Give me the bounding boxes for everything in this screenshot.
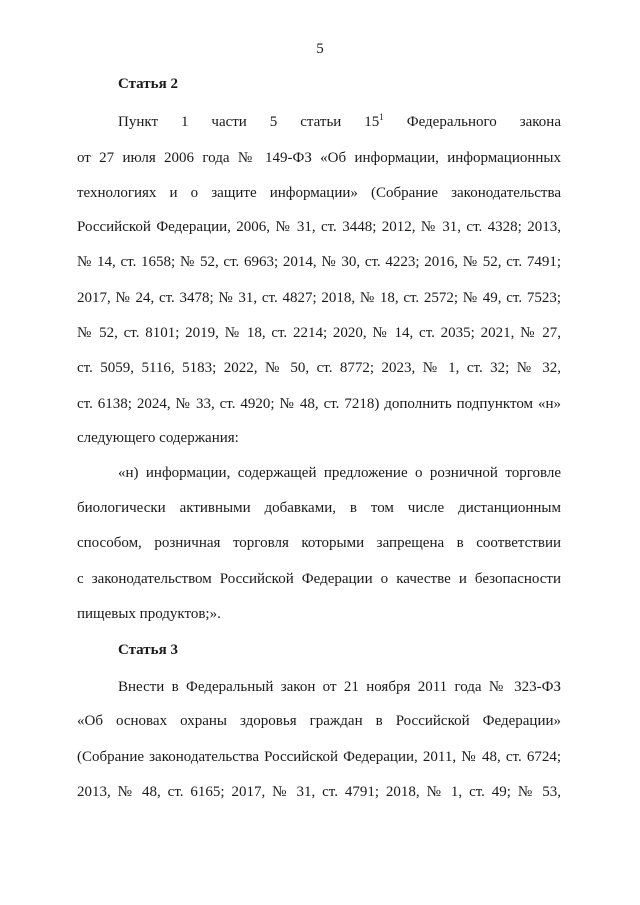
article-2-line: ст. 6138; 2024, № 33, ст. 4920; № 48, ст. 7218) дополнить подпунктом «н» (77, 396, 561, 412)
article-2-line: 2017, № 24, ст. 3478; № 31, ст. 4827; 2018, № 18, ст. 2572; № 49, ст. 7523; (77, 290, 561, 306)
article-2-line-1-text: Пункт 1 части 5 статьи 15 (118, 114, 380, 130)
quote-line: «н) информации, содержащей предложение о розничной торговле (118, 465, 561, 481)
article-3-line: 2013, № 48, ст. 6165; 2017, № 31, ст. 4791; 2018, № 1, ст. 49; № 53, (77, 784, 561, 800)
article-3-heading: Статья 3 (118, 642, 178, 658)
quote-line: биологически активными добавками, в том числе дистанционным (77, 500, 561, 516)
article-2-line: от 27 июля 2006 года № 149-ФЗ «Об информации, информационных (77, 150, 561, 166)
quote-line: способом, розничная торговля которыми запрещена в соответствии (77, 535, 561, 551)
article-2-line: ст. 5059, 5116, 5183; 2022, № 50, ст. 8772; 2023, № 1, ст. 32; № 32, (77, 360, 561, 376)
article-2-line: следующего содержания: (77, 430, 239, 446)
article-2-line-1-end: Федерального закона (383, 114, 561, 130)
article-2-line-1 (118, 113, 561, 131)
page-number: 5 (316, 41, 324, 57)
article-3-line: «Об основах охраны здоровья граждан в Российской Федерации» (77, 713, 561, 729)
article-2-line: Российской Федерации, 2006, № 31, ст. 3448; 2012, № 31, ст. 4328; 2013, (77, 219, 561, 235)
article-2-line: № 14, ст. 1658; № 52, ст. 6963; 2014, № 30, ст. 4223; 2016, № 52, ст. 7491; (77, 254, 561, 270)
article-2-line: технологиях и о защите информации» (Собрание законодательства (77, 185, 561, 201)
article-3-line: Внести в Федеральный закон от 21 ноября 2011 года № 323-ФЗ (118, 679, 561, 695)
quote-line: пищевых продуктов;». (77, 606, 221, 622)
article-2-heading: Статья 2 (118, 76, 178, 92)
article-2-line: № 52, ст. 8101; 2019, № 18, ст. 2214; 2020, № 14, ст. 2035; 2021, № 27, (77, 325, 561, 341)
superscript-one: 1 (379, 112, 384, 122)
article-3-line: (Собрание законодательства Российской Федерации, 2011, № 48, ст. 6724; (77, 749, 561, 765)
quote-line: с законодательством Российской Федерации о качестве и безопасности (77, 571, 561, 587)
